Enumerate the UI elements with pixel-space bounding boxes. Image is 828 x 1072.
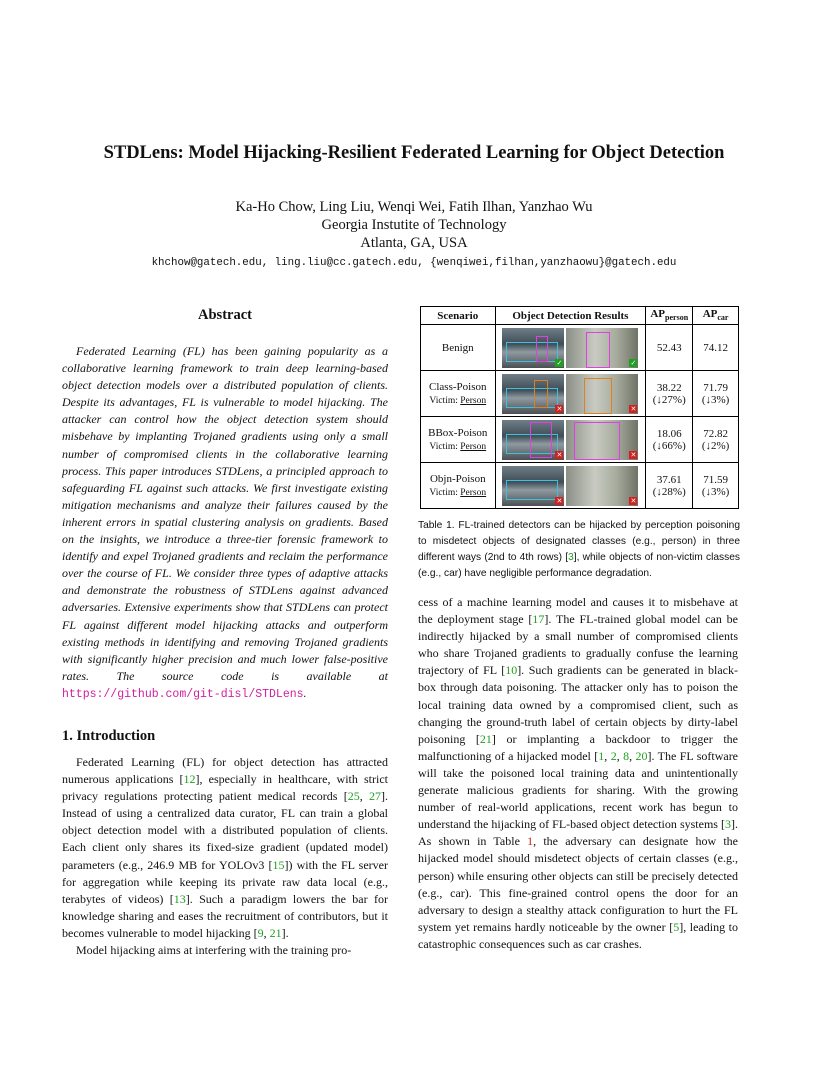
- street-scene-image: [502, 466, 564, 506]
- table-reference-link[interactable]: 1: [527, 834, 534, 849]
- ap-person-cell: 18.06 (↓66%): [646, 417, 693, 463]
- citation-link[interactable]: 15: [272, 857, 285, 872]
- citation-link[interactable]: 3: [568, 552, 574, 563]
- citation-link[interactable]: 21: [269, 925, 282, 940]
- citation-link[interactable]: 10: [505, 663, 518, 678]
- citation-link[interactable]: 12: [183, 772, 196, 787]
- citation-link[interactable]: 25: [347, 789, 360, 804]
- abstract-body: [62, 343, 388, 703]
- cross-icon: ✕: [556, 496, 563, 505]
- ap-person-cell: 52.43: [646, 325, 693, 371]
- scenario-cell: Objn-Poison Victim: Person: [421, 463, 496, 509]
- citation-link[interactable]: 21: [479, 731, 492, 746]
- citation-link[interactable]: 17: [532, 612, 545, 627]
- street-scene-image: [502, 374, 564, 414]
- check-icon: ✓: [556, 358, 563, 367]
- scenario-cell: Benign: [421, 325, 496, 371]
- pedestrian-scene-image: [566, 374, 638, 414]
- cross-icon: ✕: [630, 496, 637, 505]
- header-ap-car: $AP_{car}$: [693, 307, 739, 325]
- citation-link[interactable]: 13: [173, 891, 186, 906]
- pedestrian-scene-image: [566, 466, 638, 506]
- table-caption: Table 1. FL-trained detectors can be hijacked by perception poisoning to misdetect objects of designated classes (e.g., person) in three different ways (2nd to 4th rows) [3], while objects of non-victim classes (e.g., car) have negligible performance degradation.: [418, 520, 740, 579]
- ap-car-cell: 74.12: [693, 325, 739, 371]
- location: Atlanta, GA, USA: [360, 235, 468, 251]
- header-results: Object Detection Results: [495, 307, 646, 325]
- authors: Ka-Ho Chow, Ling Liu, Wenqi Wei, Fatih Ilhan, Yanzhao Wu: [235, 199, 593, 215]
- citation-link[interactable]: 1: [598, 748, 605, 763]
- detection-images: [495, 463, 646, 509]
- detection-images: [495, 325, 646, 371]
- abstract-heading: Abstract: [198, 307, 252, 323]
- cross-icon: ✕: [630, 404, 637, 413]
- table-row: [421, 417, 739, 463]
- ap-car-cell: 71.79 (↓3%): [693, 371, 739, 417]
- right-column-text: [418, 594, 738, 953]
- citation-link[interactable]: 9: [257, 925, 264, 940]
- paragraph: cess of a machine learning model and causes it to misbehave at the deployment stage [17]. The FL-trained global model can be indirectly hijacked by a small number of compromised clients who share Trojaned gradients to gradually confuse the learning trajectory of FL [10]. Such gradients can be generated in black-box through data poisoning. The attacker only has to poison the local training data owned by a compromised client, such as changing the ground-truth label of certain objects by dirty-label poisoning [21] or implanting a backdoor to trigger the malfunctioning of a hijacked model [1, 2, 8, 20]. The FL software will take the poisoned local training data and unintentionally generate malicious gradients for sharing. With the growing number of real-world applications, recent work has begun to understand the hijacking of FL-based object detection systems [3]. As shown in Table 1, the adversary can designate how the hijacked model should misdetect objects of certain classes (e.g., person) while ensuring other objects can still be precisely detected (e.g., car). This fine-grained control opens the door for an adversary to design a stealthy attack configuration to hurt the FL system yet remains hardly noticeable by the owner [5], leading to catastrophic consequences such as car crashes.: [418, 595, 739, 951]
- citation-link[interactable]: 2: [610, 748, 617, 763]
- cross-icon: ✕: [630, 450, 637, 459]
- abstract-end: .: [303, 685, 307, 700]
- cross-icon: ✕: [556, 450, 563, 459]
- intro-body: [62, 754, 388, 959]
- affiliation: Georgia Instutite of Technology: [321, 217, 507, 233]
- table-row: [421, 463, 739, 509]
- street-scene-image: [502, 420, 564, 460]
- check-icon: ✓: [630, 358, 637, 367]
- citation-link[interactable]: 8: [623, 748, 630, 763]
- results-table: [420, 306, 739, 509]
- paper-title: STDLens: Model Hijacking-Resilient Federated Learning for Object Detection: [103, 143, 725, 163]
- ap-car-cell: 72.82 (↓2%): [693, 417, 739, 463]
- table-row: [421, 325, 739, 371]
- citation-link[interactable]: 5: [673, 919, 680, 934]
- street-scene-image: [502, 328, 564, 368]
- pedestrian-scene-image: [566, 328, 638, 368]
- cross-icon: ✕: [556, 404, 563, 413]
- header-ap-person: $AP_{person}$: [646, 307, 693, 325]
- citation-link[interactable]: 20: [635, 748, 648, 763]
- pedestrian-scene-image: [566, 420, 638, 460]
- intro-paragraph-1: Federated Learning (FL) for object detection has attracted numerous applications [12], especially in healthcare, with strict privacy regulations protecting patient medical records [25, 27]. Instead of using a centralized data curator, FL can train a global object detection model with a distributed population of clients. Each client only shares its fixed-size gradient (updated model) parameters (e.g., 246.9 MB for YOLOv3 [15]) with the FL server for aggregation while keeping its private raw data local (e.g., terabytes of videos) [13]. Such a paradigm lowers the bar for knowledge sharing and eases the recruitment of contributors, but it becomes vulnerable to model hijacking [9, 21].: [62, 755, 389, 940]
- table-row: [421, 371, 739, 417]
- ap-car-cell: 71.59 (↓3%): [693, 463, 739, 509]
- scenario-cell: Class-Poison Victim: Person: [421, 371, 496, 417]
- detection-images: [495, 371, 646, 417]
- ap-person-cell: 38.22 (↓27%): [646, 371, 693, 417]
- scenario-cell: BBox-Poison Victim: Person: [421, 417, 496, 463]
- ap-person-cell: 37.61 (↓28%): [646, 463, 693, 509]
- intro-heading: 1. Introduction: [62, 728, 156, 744]
- source-code-link[interactable]: https://github.com/git-disl/STDLens: [62, 687, 304, 701]
- abstract-text: Federated Learning (FL) has been gaining popularity as a collaborative learning framework to train deep learning-based object detection models over a distributed population of clients. Despite its advantages, FL is vulnerable to model hijacking. The attacker can control how the object detection system should misbehave by implanting Trojaned gradients using only a small number of compromised clients in the collaborative learning process. This paper introduces STDLens, a principled approach to safeguarding FL against such attacks. We first investigate existing mitigation mechanisms and analyze their failures caused by the inherent errors in spatial clustering analysis on gradients. Based on the insights, we introduce a three-tier forensic framework to identify and expel Trojaned gradients and reclaim the performance over the course of FL. We consider three types of adaptive attacks and demonstrate the robustness of STDLens against advanced adversaries. Extensive experiments show that STDLens can protect FL against different model hijacking attacks and outperform existing methods in identifying and removing Trojaned gradients with significantly higher precision and much lower false-positive rates. The source code is available at: [62, 344, 388, 683]
- header-scenario: Scenario: [421, 307, 496, 325]
- detection-images: [495, 417, 646, 463]
- citation-link[interactable]: 27: [369, 789, 382, 804]
- citation-link[interactable]: 3: [725, 817, 731, 832]
- emails: khchow@gatech.edu, ling.liu@cc.gatech.edu, {wenqiwei,filhan,yanzhaowu}@gatech.edu: [151, 257, 677, 269]
- intro-paragraph-2: Model hijacking aims at interfering with the training pro-: [76, 943, 352, 958]
